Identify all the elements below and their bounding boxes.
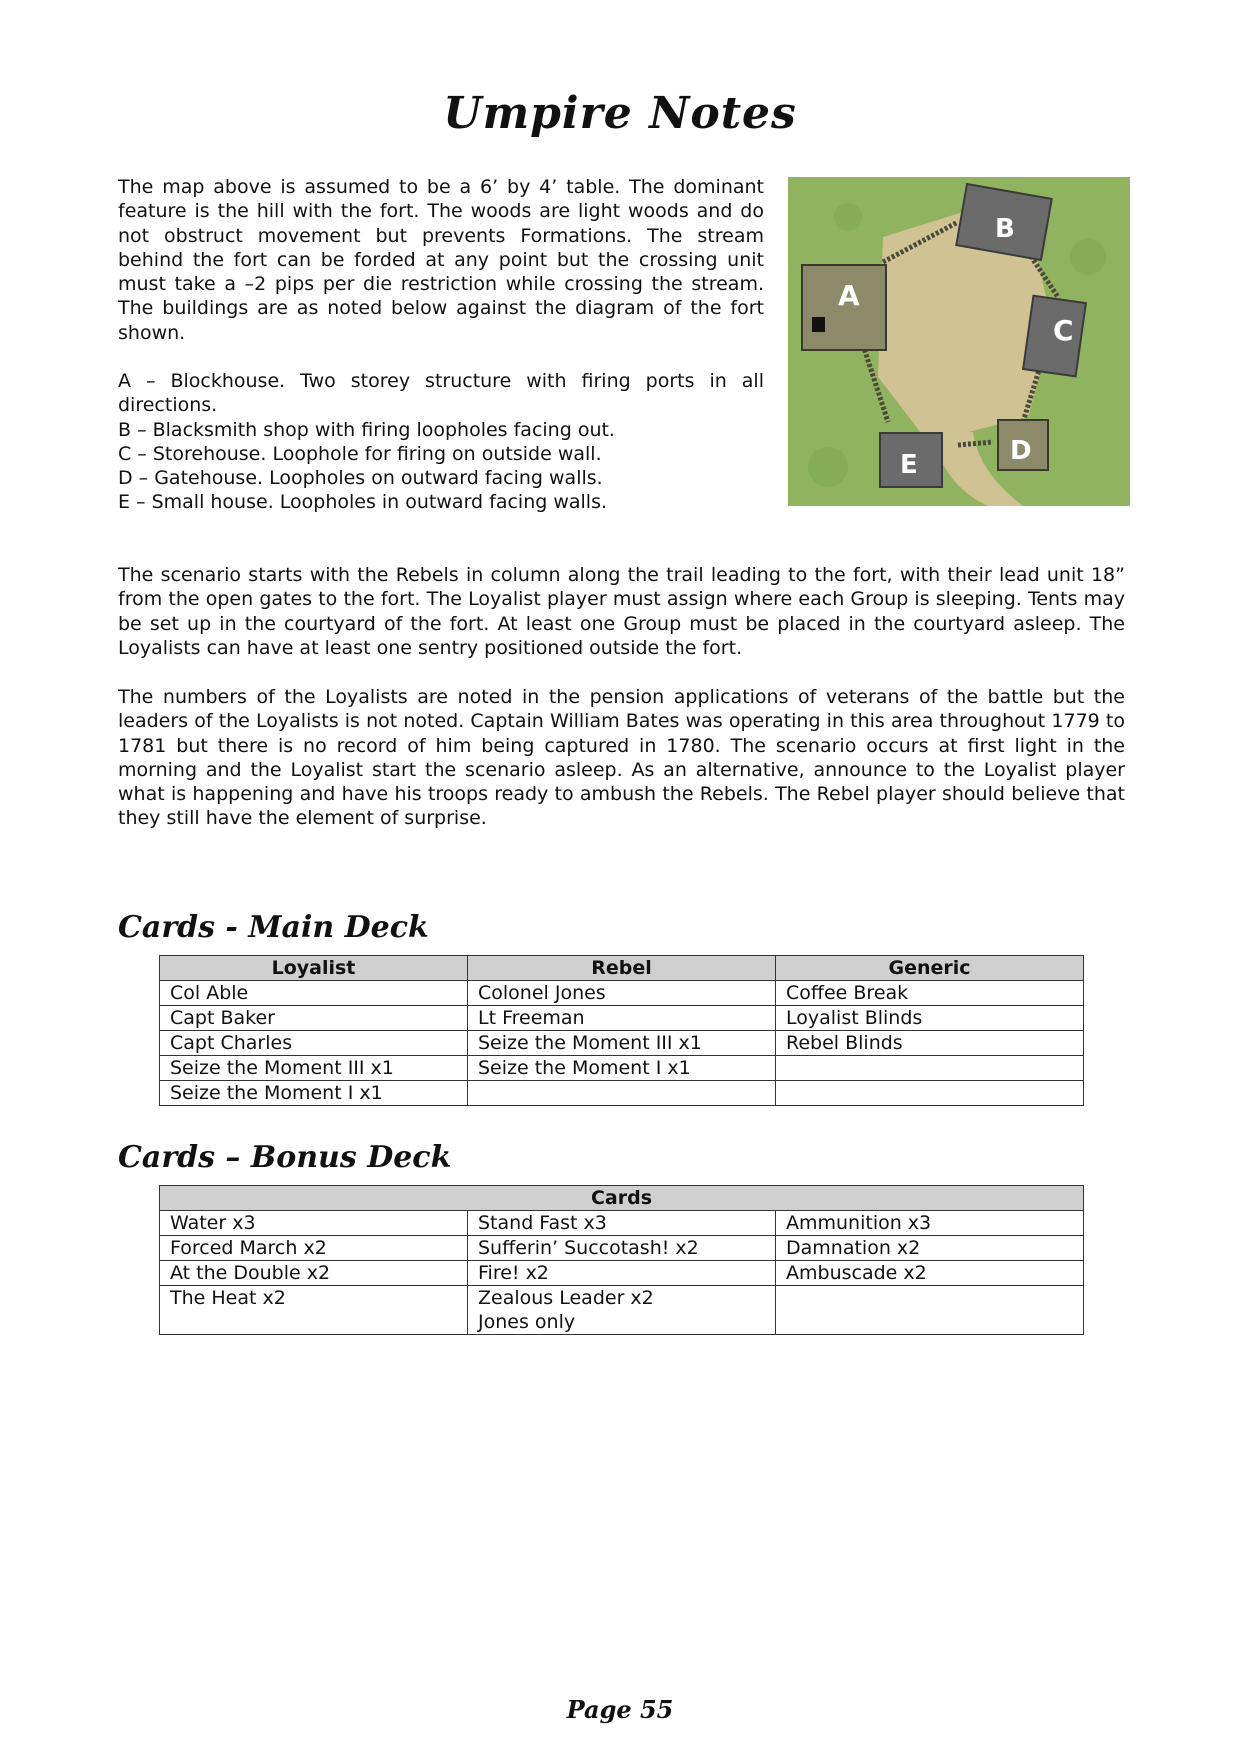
page-title: Umpire Notes bbox=[443, 88, 797, 139]
table-cell: Seize the Moment I x1 bbox=[160, 1081, 468, 1106]
table-cell: Damnation x2 bbox=[776, 1236, 1084, 1261]
table-cell bbox=[776, 1081, 1084, 1106]
table-row bbox=[160, 1211, 1084, 1236]
numbers-paragraph: The numbers of the Loyalists are noted in the pension applications of veterans of the battle but the leaders of the Loyalists is not noted. Captain William Bates was operating in this area throughout 1779 to 1781 but there is no record of him being captured in 1780. The scenario occurs at first light in the morning and the Loyalist start the scenario asleep. As an alternative, announce to the Loyalist player what is happening and have his troops ready to ambush the Rebels. The Rebel player should believe that they still have the element of surprise. bbox=[118, 686, 1125, 830]
building-item-a: A – Blockhouse. Two storey structure with firing ports in all directions. bbox=[118, 370, 764, 417]
table-row bbox=[160, 981, 1084, 1006]
intro-paragraph: The map above is assumed to be a 6’ by 4’ table. The dominant feature is the hill with the fort. The woods are light woods and do not obstruct movement but prevents Formations. The stream behind the fort can be forded at any point but the crossing unit must take a –2 pips per die restriction while crossing the stream. The buildings are as noted below against the diagram of the fort shown. bbox=[118, 176, 764, 344]
cell-note: Jones only bbox=[478, 1311, 576, 1333]
table-cell bbox=[776, 1286, 1084, 1335]
table-cell: Sufferin’ Succotash! x2 bbox=[468, 1236, 776, 1261]
table-cell: Capt Charles bbox=[160, 1031, 468, 1056]
map-label-b: B bbox=[995, 214, 1015, 244]
table-row bbox=[160, 1286, 1084, 1335]
building-item-d: D – Gatehouse. Loopholes on outward facing walls. bbox=[118, 467, 603, 490]
table-cell: Capt Baker bbox=[160, 1006, 468, 1031]
building-item-e: E – Small house. Loopholes in outward facing walls. bbox=[118, 491, 608, 514]
page-number: Page 55 bbox=[566, 1695, 674, 1724]
fort-diagram bbox=[788, 177, 1130, 506]
table-cell bbox=[468, 1081, 776, 1106]
table-header-row bbox=[160, 1186, 1084, 1211]
map-label-c: C bbox=[1053, 314, 1074, 347]
table-cell: Coffee Break bbox=[776, 981, 1084, 1006]
map-label-d: D bbox=[1010, 436, 1032, 466]
table-cell: Ambuscade x2 bbox=[776, 1261, 1084, 1286]
map-label-e: E bbox=[900, 450, 918, 480]
scenario-paragraph: The scenario starts with the Rebels in column along the trail leading to the fort, with their lead unit 18” from the open gates to the fort. The Loyalist player must assign where each Group is sleeping. Tents may be set up in the courtyard of the fort. At least one Group must be placed in the courtyard asleep. The Loyalists can have at least one sentry positioned outside the fort. bbox=[118, 564, 1125, 659]
table-cell: Seize the Moment I x1 bbox=[468, 1056, 776, 1081]
cell-line: Zealous Leader x2 bbox=[478, 1287, 654, 1309]
table-row bbox=[160, 1006, 1084, 1031]
table-cell: Col Able bbox=[160, 981, 468, 1006]
bonus-deck-table bbox=[159, 1185, 1084, 1335]
table-row bbox=[160, 1056, 1084, 1081]
table-cell bbox=[468, 1286, 776, 1335]
table-cell: Lt Freeman bbox=[468, 1006, 776, 1031]
header-cards: Cards bbox=[160, 1186, 1084, 1211]
main-deck-heading: Cards - Main Deck bbox=[118, 910, 429, 945]
header-rebel: Rebel bbox=[468, 956, 776, 981]
header-generic: Generic bbox=[776, 956, 1084, 981]
map-label-a: A bbox=[838, 279, 860, 312]
table-cell: Water x3 bbox=[160, 1211, 468, 1236]
table-cell: At the Double x2 bbox=[160, 1261, 468, 1286]
table-cell: Loyalist Blinds bbox=[776, 1006, 1084, 1031]
table-cell: The Heat x2 bbox=[160, 1286, 468, 1335]
bonus-deck-heading: Cards – Bonus Deck bbox=[118, 1140, 452, 1175]
table-cell: Stand Fast x3 bbox=[468, 1211, 776, 1236]
table-cell: Ammunition x3 bbox=[776, 1211, 1084, 1236]
header-loyalist: Loyalist bbox=[160, 956, 468, 981]
table-header-row bbox=[160, 956, 1084, 981]
table-cell bbox=[776, 1056, 1084, 1081]
table-cell: Colonel Jones bbox=[468, 981, 776, 1006]
table-row bbox=[160, 1261, 1084, 1286]
table-cell: Rebel Blinds bbox=[776, 1031, 1084, 1056]
table-cell: Fire! x2 bbox=[468, 1261, 776, 1286]
building-list bbox=[118, 369, 764, 515]
table-cell: Forced March x2 bbox=[160, 1236, 468, 1261]
main-deck-table bbox=[159, 955, 1084, 1106]
table-row bbox=[160, 1081, 1084, 1106]
table-cell: Seize the Moment III x1 bbox=[160, 1056, 468, 1081]
table-cell: Seize the Moment III x1 bbox=[468, 1031, 776, 1056]
building-item-c: C – Storehouse. Loophole for firing on outside wall. bbox=[118, 442, 602, 465]
table-row bbox=[160, 1031, 1084, 1056]
table-row bbox=[160, 1236, 1084, 1261]
building-item-b: B – Blacksmith shop with firing loopholes facing out. bbox=[118, 418, 615, 441]
